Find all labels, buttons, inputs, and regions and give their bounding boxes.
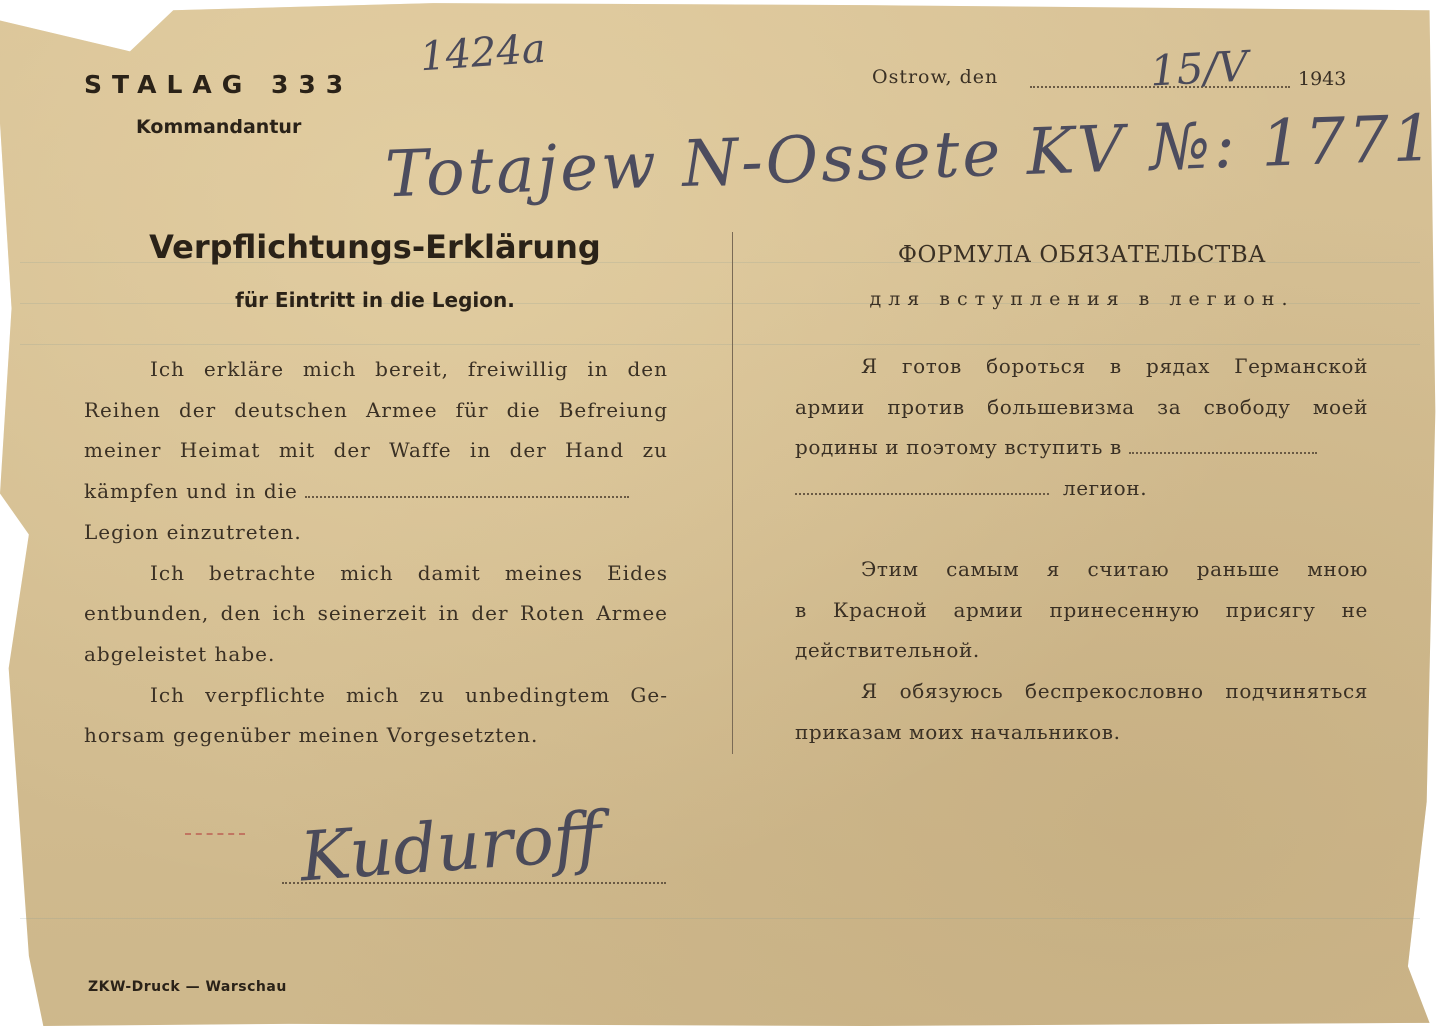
text-line: действительной. (795, 638, 980, 663)
text-line: abgeleistet habe. (84, 641, 276, 666)
russian-text-column (795, 346, 1368, 752)
text-fragment: родины и поэтому вступить в (795, 435, 1122, 460)
unit-heading: Kommandantur (136, 116, 302, 138)
german-text-column (84, 349, 668, 756)
text-line: армии против большевизма за свободу моей (795, 394, 1368, 419)
paragraph-gap (795, 509, 1368, 549)
handwritten-reference-number: 1424a (418, 25, 548, 81)
printer-imprint: ZKW-Druck — Warschau (88, 979, 287, 995)
text-line: Ich betrachte mich damit meines Eides (150, 560, 668, 585)
text-line: Legion einzutreten. (84, 519, 302, 544)
german-title: Verpflichtungs-Erklärung (149, 228, 601, 266)
text-line-with-blank (795, 427, 1368, 468)
text-line: Этим самым я считаю раньше мною (861, 556, 1368, 581)
text-fragment: kämpfen und in die (84, 479, 298, 504)
russian-title: ФОРМУЛА ОБЯЗАТЕЛЬСТВА (897, 242, 1267, 268)
text-line: entbunden, den ich seinerzeit in der Roten Armee (84, 601, 668, 626)
text-line: приказам моих начальников. (795, 719, 1121, 744)
russian-subtitle: для вступления в легион. (869, 288, 1295, 310)
stamp-mark (185, 833, 245, 835)
text-line: Я обязуюсь беспрекословно подчиняться (861, 678, 1368, 703)
date-prefix: Ostrow, den (872, 66, 999, 88)
fill-in-blank (795, 493, 1049, 495)
ruled-line (20, 344, 1420, 345)
text-line-with-blank (84, 471, 668, 512)
text-line: Я готов бороться в рядах Германской (861, 354, 1368, 378)
text-line: Ich verpflichte mich zu unbedingtem Ge- (150, 682, 668, 707)
text-line: meiner Heimat mit der Waffe in der Hand zu (84, 438, 668, 463)
org-heading: STALAG 333 (84, 70, 354, 99)
text-line: horsam gegenüber meinen Vorgesetzten. (84, 723, 539, 748)
german-subtitle: für Eintritt in die Legion. (235, 288, 515, 312)
handwritten-signature: Kuduroff (297, 797, 605, 898)
handwritten-date: 15/V (1148, 41, 1250, 96)
text-line: Reihen der deutschen Armee für die Befreiung (84, 397, 668, 422)
column-divider (732, 232, 733, 754)
text-line: в Красной армии принесенную присягу не (795, 597, 1368, 622)
year: 1943 (1298, 68, 1347, 90)
fill-in-blank (305, 496, 629, 498)
signature-line (282, 882, 666, 884)
handwritten-name: Totajew N-Ossete KV №: 1771 (384, 101, 1438, 213)
text-line: Ich erkläre mich bereit, freiwillig in den (150, 357, 668, 381)
text-fragment: легион. (1062, 476, 1148, 501)
text-line-with-blank (795, 468, 1368, 509)
ruled-line (20, 918, 1420, 919)
fill-in-blank (1129, 452, 1317, 454)
